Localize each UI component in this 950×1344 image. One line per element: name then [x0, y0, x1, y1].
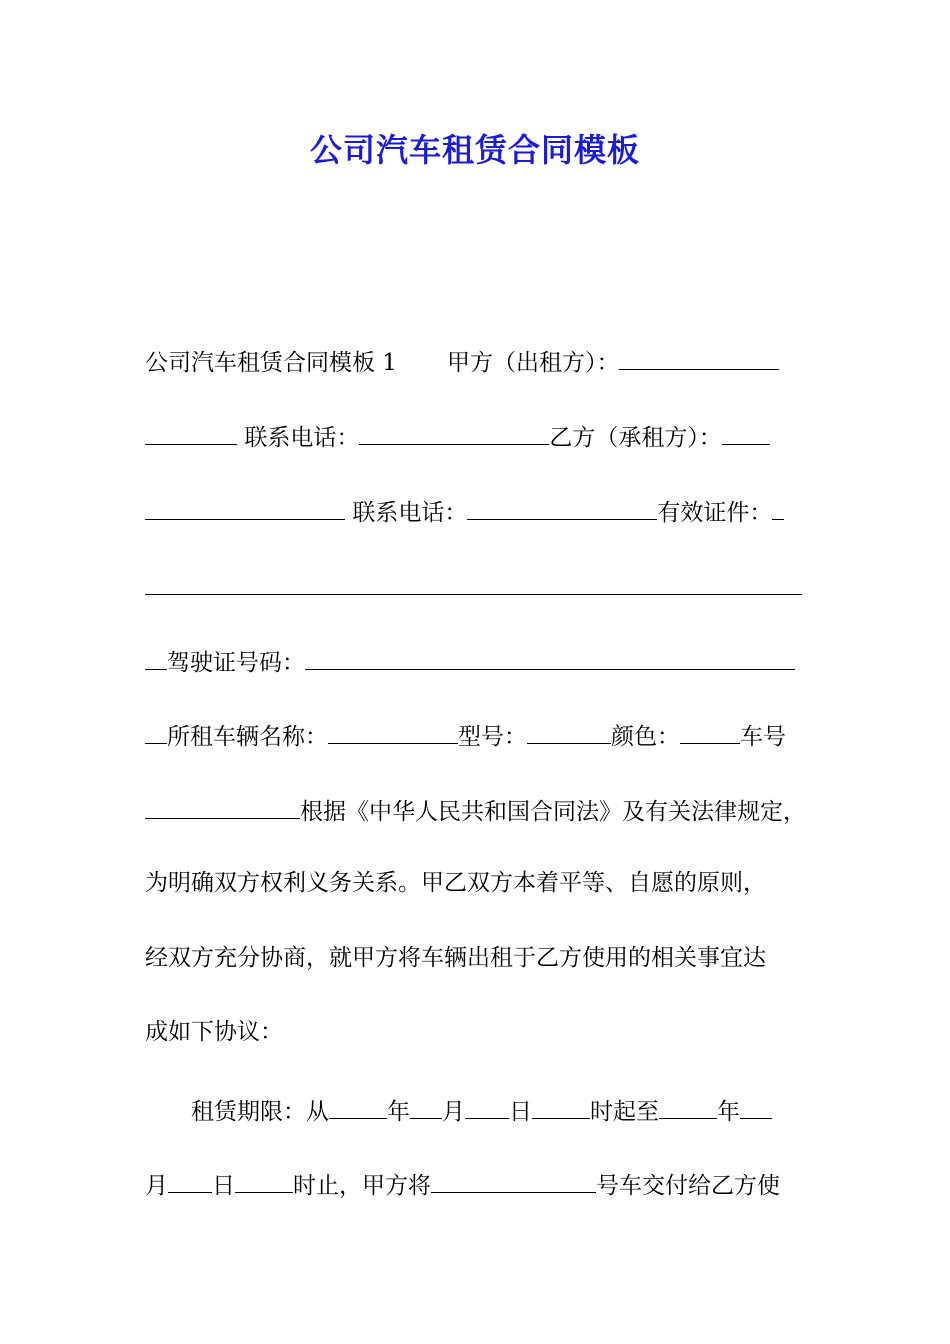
vehicle-lead-blank[interactable] — [145, 715, 167, 744]
start-day-blank[interactable] — [465, 1090, 509, 1119]
party-b-phone-label: 联系电话： — [352, 500, 468, 526]
vehicle-name-label: 所租车辆名称： — [167, 724, 328, 750]
party-a-phone-blank[interactable] — [359, 416, 549, 445]
paragraph-text-2: 经双方充分协商，就甲方将车辆出租于乙方使用的相关事宜达 — [145, 945, 766, 971]
contract-line-11 — [145, 1090, 810, 1126]
start-month-blank[interactable] — [410, 1090, 442, 1119]
end-day-label: 日 — [212, 1173, 235, 1199]
party-a-blank[interactable] — [619, 341, 779, 370]
color-blank[interactable] — [680, 715, 740, 744]
contract-subtitle: 公司汽车租赁合同模板 1 — [145, 350, 397, 376]
party-a-label: 甲方（出租方）： — [446, 350, 620, 376]
end-hour-blank[interactable] — [235, 1164, 293, 1193]
document-title: 公司汽车租赁合同模板 — [309, 131, 640, 169]
contract-line-12 — [145, 1164, 810, 1200]
party-a-blank-cont[interactable] — [145, 416, 237, 445]
model-label: 型号： — [458, 724, 527, 750]
contract-line-9 — [145, 940, 810, 976]
contract-line-8 — [145, 865, 810, 901]
lease-term-label: 租赁期限：从 — [191, 1099, 329, 1125]
legal-basis-text: 根据《中华人民共和国合同法》及有关法律规定， — [300, 799, 806, 825]
model-blank[interactable] — [527, 715, 611, 744]
license-number-label: 驾驶证号码： — [167, 650, 305, 676]
start-day-label: 日 — [509, 1099, 532, 1125]
id-document-blank-cont[interactable] — [145, 566, 802, 595]
id-document-blank[interactable] — [772, 491, 784, 520]
contract-line-2 — [145, 416, 810, 452]
contract-line-1 — [145, 341, 810, 377]
end-year-blank[interactable] — [659, 1090, 717, 1119]
end-year-label: 年 — [717, 1099, 740, 1125]
party-b-phone-blank[interactable] — [467, 491, 657, 520]
license-number-blank[interactable] — [305, 641, 795, 670]
contract-line-4 — [145, 566, 810, 602]
paragraph-text-3: 成如下协议： — [145, 1019, 283, 1045]
contract-line-5 — [145, 641, 810, 677]
end-day-blank[interactable] — [168, 1164, 212, 1193]
party-a-phone-label: 联系电话： — [244, 425, 360, 451]
handover-plate-blank[interactable] — [431, 1164, 596, 1193]
vehicle-name-blank[interactable] — [328, 715, 458, 744]
contract-line-7 — [145, 790, 810, 826]
contract-line-10 — [145, 1014, 810, 1050]
paragraph-text-1: 为明确双方权利义务关系。甲乙双方本着平等、自愿的原则， — [145, 870, 766, 896]
start-year-blank[interactable] — [329, 1090, 387, 1119]
id-document-label: 有效证件： — [657, 500, 773, 526]
contract-line-6 — [145, 715, 810, 751]
start-hour-blank[interactable] — [532, 1090, 590, 1119]
end-month-blank[interactable] — [740, 1090, 772, 1119]
license-lead-blank[interactable] — [145, 641, 167, 670]
plate-label: 车号 — [740, 724, 786, 750]
end-month-label: 月 — [145, 1173, 168, 1199]
end-hour-label: 时止，甲方将 — [293, 1173, 431, 1199]
contract-line-3 — [145, 491, 810, 527]
start-year-label: 年 — [387, 1099, 410, 1125]
color-label: 颜色： — [611, 724, 680, 750]
plate-blank[interactable] — [145, 790, 300, 819]
start-month-label: 月 — [442, 1099, 465, 1125]
party-b-blank-cont[interactable] — [145, 491, 345, 520]
handover-text: 号车交付给乙方使 — [596, 1173, 780, 1199]
start-hour-label: 时起至 — [590, 1099, 659, 1125]
party-b-blank[interactable] — [722, 416, 770, 445]
party-b-label: 乙方（承租方）： — [549, 425, 722, 451]
